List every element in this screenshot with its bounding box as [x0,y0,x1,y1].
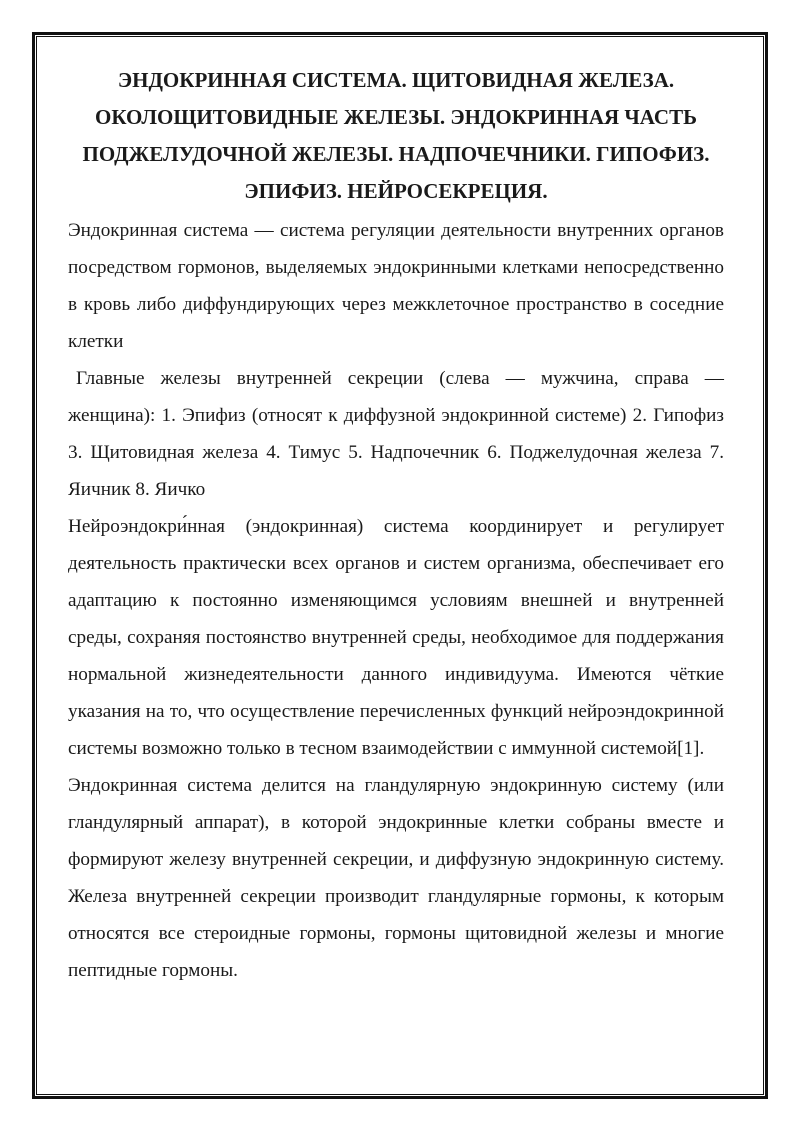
title-line: ОКОЛОЩИТОВИДНЫЕ ЖЕЛЕЗЫ. ЭНДОКРИННАЯ ЧАСТЬ [95,105,697,129]
document-body [68,62,724,989]
title-line: ЭПИФИЗ. НЕЙРОСЕКРЕЦИЯ. [244,179,548,203]
title-line: ПОДЖЕЛУДОЧНОЙ ЖЕЛЕЗЫ. НАДПОЧЕЧНИКИ. ГИПОФИЗ. [82,142,710,166]
paragraph-neuroendocrine: Нейроэндокри́нная (эндокринная) система координирует и регулирует деятельность практически всех органов и систем организма, обеспечивает его адаптацию к постоянно изменяющимся условиям внешней и внутренней среды, сохраняя постоянство внутренней среды, необходимое для поддержания нормальной жизнедеятельности данного индивидуума. Имеются чёткие указания на то, что осуществление перечисленных функций нейроэндокринной системы возможно только в тесном взаимодействии с иммунной системой[1]. [68,516,724,759]
paragraph-classification: Эндокринная система делится на гландулярную эндокринную систему (или гландулярный аппарат), в которой эндокринные клетки собраны вместе и формируют железу внутренней секреции, и диффузную эндокринную систему. Железа внутренней секреции производит гландулярные гормоны, к которым относятся все стероидные гормоны, гормоны щитовидной железы и многие пептидные гормоны. [68,775,724,981]
document-title [68,62,724,210]
title-line: ЭНДОКРИННАЯ СИСТЕМА. ЩИТОВИДНАЯ ЖЕЛЕЗА. [117,68,675,92]
paragraph-glands-list: Главные железы внутренней секреции (слева — мужчина, справа — женщина): 1. Эпифиз (относят к диффузной эндокринной системе) 2. Гипофиз 3. Щитовидная железа 4. Тимус 5. Надпочечник 6. Поджелудочная железа 7. Яичник 8. Яичко [68,368,724,500]
paragraph-definition: Эндокринная система — система регуляции деятельности внутренних органов посредством гормонов, выделяемых эндокринными клетками непосредственно в кровь либо диффундирующих через межклеточное пространство в соседние клетки [68,220,724,352]
